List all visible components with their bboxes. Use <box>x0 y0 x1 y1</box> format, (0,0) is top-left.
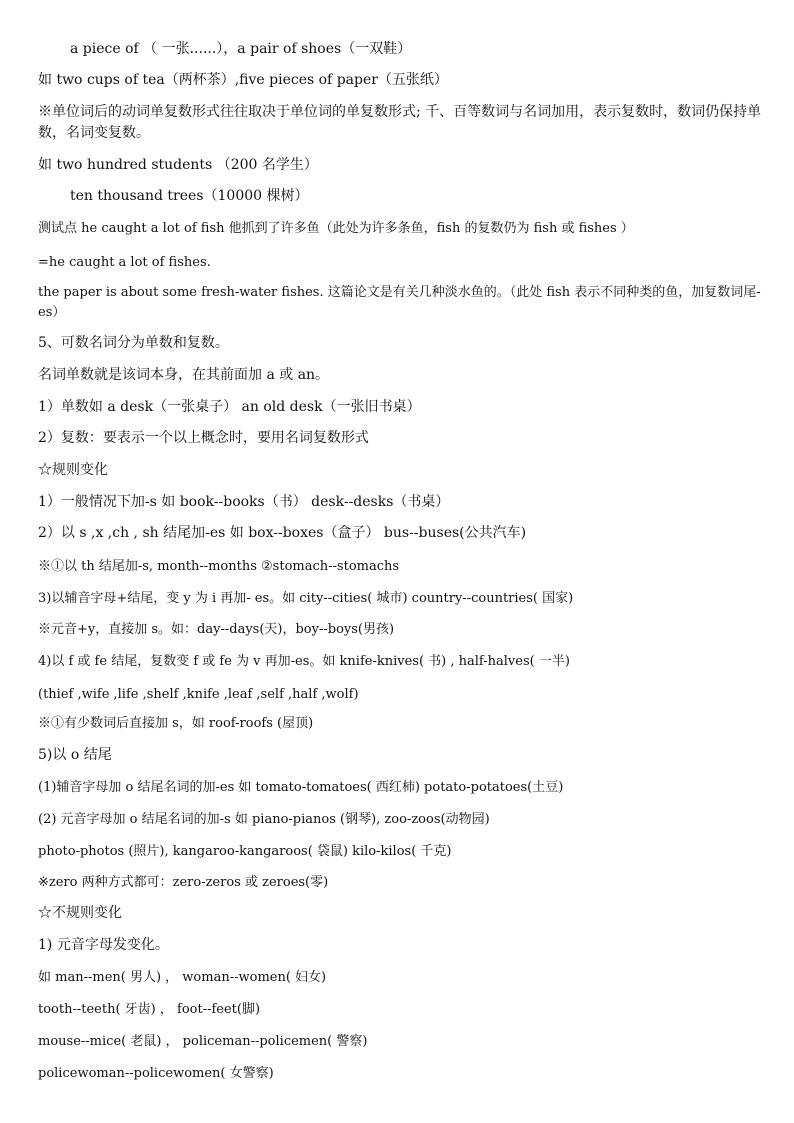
text-line: (thief ,wife ,life ,shelf ,knife ,leaf ,self ,half ,wolf) <box>38 687 359 702</box>
text-line: 如 man--men( 男人) ， woman--women( 妇女) <box>38 970 327 985</box>
text-line: 名词单数就是该词本身，在其前面加 a 或 an。 <box>38 367 330 383</box>
text-line: 2）复数：要表示一个以上概念时，要用名词复数形式 <box>38 430 369 446</box>
text-line: 5、可数名词分为单数和复数。 <box>38 335 229 351</box>
text-line: 如 two cups of tea（两杯茶）,five pieces of paper（五张纸） <box>38 72 448 88</box>
text-line: ten thousand trees（10000 棵树） <box>70 188 309 204</box>
text-line: mouse--mice( 老鼠) ， policeman--policemen( 警察) <box>38 1034 368 1049</box>
text-paragraph: ※单位词后的动词单复数形式往往取决于单位词的单复数形式; 千、百等数词与名词加用，表示复数时，数词仍保持单数，名词变复数。 <box>38 104 762 141</box>
text-line: 1）一般情况下加-s 如 book--books（书） desk--desks（书桌） <box>38 494 450 510</box>
text-line: ※①有少数词后直接加 s，如 roof-roofs (屋顶) <box>38 716 314 731</box>
text-line: 测试点 he caught a lot of fish 他抓到了许多鱼（此处为许多条鱼，fish 的复数仍为 fish 或 fishes ） <box>38 221 634 236</box>
text-line: tooth--teeth( 牙齿) ， foot--feet(脚) <box>38 1002 261 1017</box>
text-line: 1）单数如 a desk（一张桌子） an old desk（一张旧书桌） <box>38 399 421 415</box>
text-paragraph: the paper is about some fresh-water fishes. 这篇论文是有关几种淡水鱼的。（此处 fish 表示不同种类的鱼，加复数词尾-es） <box>38 285 761 320</box>
text-line: 1) 元音字母发变化。 <box>38 937 169 953</box>
text-line: 4)以 f 或 fe 结尾，复数变 f 或 fe 为 v 再加-es。如 knife-knives( 书) , half-halves( 一半) <box>38 654 570 669</box>
text-line: a piece of （ 一张......），a pair of shoes（一双鞋） <box>70 41 412 57</box>
text-line: 如 two hundred students （200 名学生） <box>38 157 318 173</box>
text-line: photo-photos (照片), kangaroo-kangaroos( 袋鼠) kilo-kilos( 千克) <box>38 844 452 859</box>
text-line: =he caught a lot of fishes. <box>38 255 211 270</box>
text-line: 3)以辅音字母+结尾，变 y 为 i 再加- es。如 city--cities( 城市) country--countries( 国家) <box>38 591 574 606</box>
section-heading: ☆不规则变化 <box>38 905 122 921</box>
text-line: policewoman--policewomen( 女警察) <box>38 1066 274 1081</box>
text-line: 2）以 s ,x ,ch , sh 结尾加-es 如 box--boxes（盒子） bus--buses(公共汽车) <box>38 525 527 541</box>
text-line: (2) 元音字母加 o 结尾名词的加-s 如 piano-pianos (钢琴), zoo-zoos(动物园) <box>38 812 490 827</box>
text-line: 5)以 o 结尾 <box>38 747 112 763</box>
text-line: ※元音+y，直接加 s。如：day--days(天)，boy--boys(男孩) <box>38 622 395 637</box>
section-heading: ☆规则变化 <box>38 462 108 478</box>
text-line: ※zero 两种方式都可：zero-zeros 或 zeroes(零) <box>38 875 329 890</box>
text-line: (1)辅音字母加 o 结尾名词的加-es 如 tomato-tomatoes( 西红柿) potato-potatoes(土豆) <box>38 780 564 795</box>
text-line: ※①以 th 结尾加-s, month--months ②stomach--stomachs <box>38 559 400 574</box>
